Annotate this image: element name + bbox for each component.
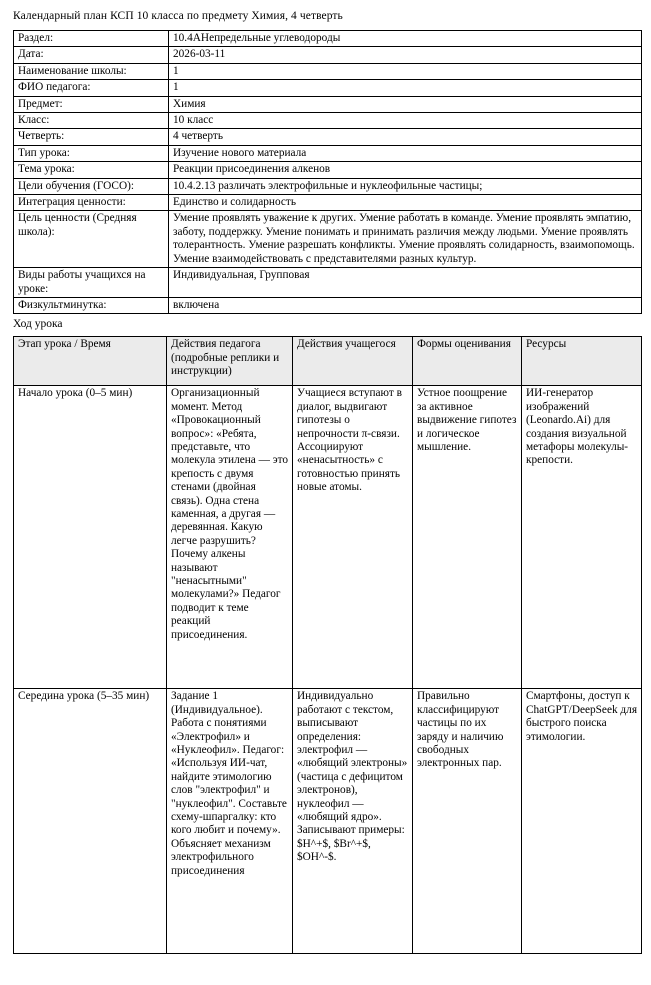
- cell-assessment: Правильно классифицируют частицы по их заряду и наличию свободных электронных пар.: [413, 689, 522, 954]
- table-row: [14, 145, 642, 161]
- cell-resources: Смартфоны, доступ к ChatGPT/DeepSeek для быстрого поиска этимологии.: [522, 689, 642, 954]
- info-label: Раздел:: [14, 31, 169, 47]
- lesson-flow-table: [13, 336, 642, 954]
- table-row: [14, 63, 642, 79]
- table-header-row: [14, 337, 642, 386]
- info-label: Дата:: [14, 47, 169, 63]
- table-row: [14, 113, 642, 129]
- info-value: Индивидуальная, Групповая: [169, 268, 642, 298]
- info-value: Реакции присоединения алкенов: [169, 162, 642, 178]
- table-row: [14, 689, 642, 954]
- table-row: [14, 47, 642, 63]
- cell-resources: ИИ-генератор изображений (Leonardo.Ai) для создания визуальной метафоры молекулы-крепости.: [522, 386, 642, 689]
- lesson-info-table: [13, 30, 642, 314]
- info-value: 10.4.2.13 различать электрофильные и нуклеофильные частицы;: [169, 178, 642, 194]
- info-label: Тип урока:: [14, 145, 169, 161]
- page-title: Календарный план КСП 10 класса по предмету Химия, 4 четверть: [13, 10, 343, 22]
- cell-stage: Начало урока (0–5 мин): [14, 386, 167, 689]
- column-header-assessment: Формы оценивания: [413, 337, 522, 386]
- info-label: Виды работы учащихся на уроке:: [14, 268, 169, 298]
- info-value: Изучение нового материала: [169, 145, 642, 161]
- cell-assessment: Устное поощрение за активное выдвижение гипотез и логическое мышление.: [413, 386, 522, 689]
- table-row: [14, 162, 642, 178]
- info-label: Наименование школы:: [14, 63, 169, 79]
- info-value: Умение проявлять уважение к других. Умение работать в команде. Умение проявлять эмпатию, заботу, поддержку. Умение понимать и принимать различия между людьми. Умение проявлять толерантность. Умение разрешать конфликты. Умение проявлять солидарность, взаимопомощь. Умение взаимодействовать с представителями разных культур.: [169, 211, 642, 268]
- info-value: 2026-03-11: [169, 47, 642, 63]
- info-label: Предмет:: [14, 96, 169, 112]
- table-row: [14, 80, 642, 96]
- info-label: Интеграция ценности:: [14, 195, 169, 211]
- column-header-resources: Ресурсы: [522, 337, 642, 386]
- info-label: Цель ценности (Средняя школа):: [14, 211, 169, 268]
- info-value: Химия: [169, 96, 642, 112]
- cell-student-actions: Учащиеся вступают в диалог, выдвигают гипотезы о непрочности π-связи. Ассоциируют «ненасытность» с готовностью принять новые атомы.: [293, 386, 413, 689]
- info-label: Четверть:: [14, 129, 169, 145]
- info-value: 1: [169, 80, 642, 96]
- column-header-teacher-actions: Действия педагога (подробные реплики и инструкции): [167, 337, 293, 386]
- lesson-info-body: [14, 31, 642, 314]
- info-label: Класс:: [14, 113, 169, 129]
- lesson-flow-label: Ход урока: [13, 318, 63, 331]
- info-label: Тема урока:: [14, 162, 169, 178]
- lesson-flow-head: [14, 337, 642, 386]
- info-value: 4 четверть: [169, 129, 642, 145]
- table-row: [14, 386, 642, 689]
- info-label: ФИО педагога:: [14, 80, 169, 96]
- cell-student-actions: Индивидуально работают с текстом, выписывают определения: электрофил — «любящий электроны» (частица с дефицитом электронов), нуклеофил — «любящий ядро». Записывают примеры: $H^+$, $Br^+$, $OH^-$.: [293, 689, 413, 954]
- column-header-stage: Этап урока / Время: [14, 337, 167, 386]
- table-row: [14, 195, 642, 211]
- document-page: [0, 9, 651, 985]
- info-label: Цели обучения (ГОСО):: [14, 178, 169, 194]
- table-row: [14, 31, 642, 47]
- cell-teacher-actions: Организационный момент. Метод «Провокационный вопрос»: «Ребята, представьте, что молекула этилена — это крепость с двумя стенами (двойная связь). Одна стена каменная, а другая — деревянная. Какую легче разрушить? Почему алкены называют "ненасытными" молекулами?» Педагог подводит к теме реакций присоединения.: [167, 386, 293, 689]
- info-label: Физкультминутка:: [14, 297, 169, 313]
- table-row: [14, 96, 642, 112]
- cell-teacher-actions: Задание 1 (Индивидуальное). Работа с понятиями «Электрофил» и «Нуклеофил». Педагог: «Используя ИИ-чат, найдите этимологию слов "электрофил" и "нуклеофил". Составьте схему-шпаргалку: кто кого любит и почему». Объясняет механизм электрофильного присоединения: [167, 689, 293, 954]
- info-value: Единство и солидарность: [169, 195, 642, 211]
- table-row: [14, 297, 642, 313]
- info-value: включена: [169, 297, 642, 313]
- cell-stage: Середина урока (5–35 мин): [14, 689, 167, 954]
- table-row: [14, 178, 642, 194]
- info-value: 10.4АНепредельные углеводороды: [169, 31, 642, 47]
- column-header-student-actions: Действия учащегося: [293, 337, 413, 386]
- table-row: [14, 129, 642, 145]
- info-value: 1: [169, 63, 642, 79]
- table-row: [14, 211, 642, 268]
- info-value: 10 класс: [169, 113, 642, 129]
- lesson-flow-body: [14, 386, 642, 954]
- table-row: [14, 268, 642, 298]
